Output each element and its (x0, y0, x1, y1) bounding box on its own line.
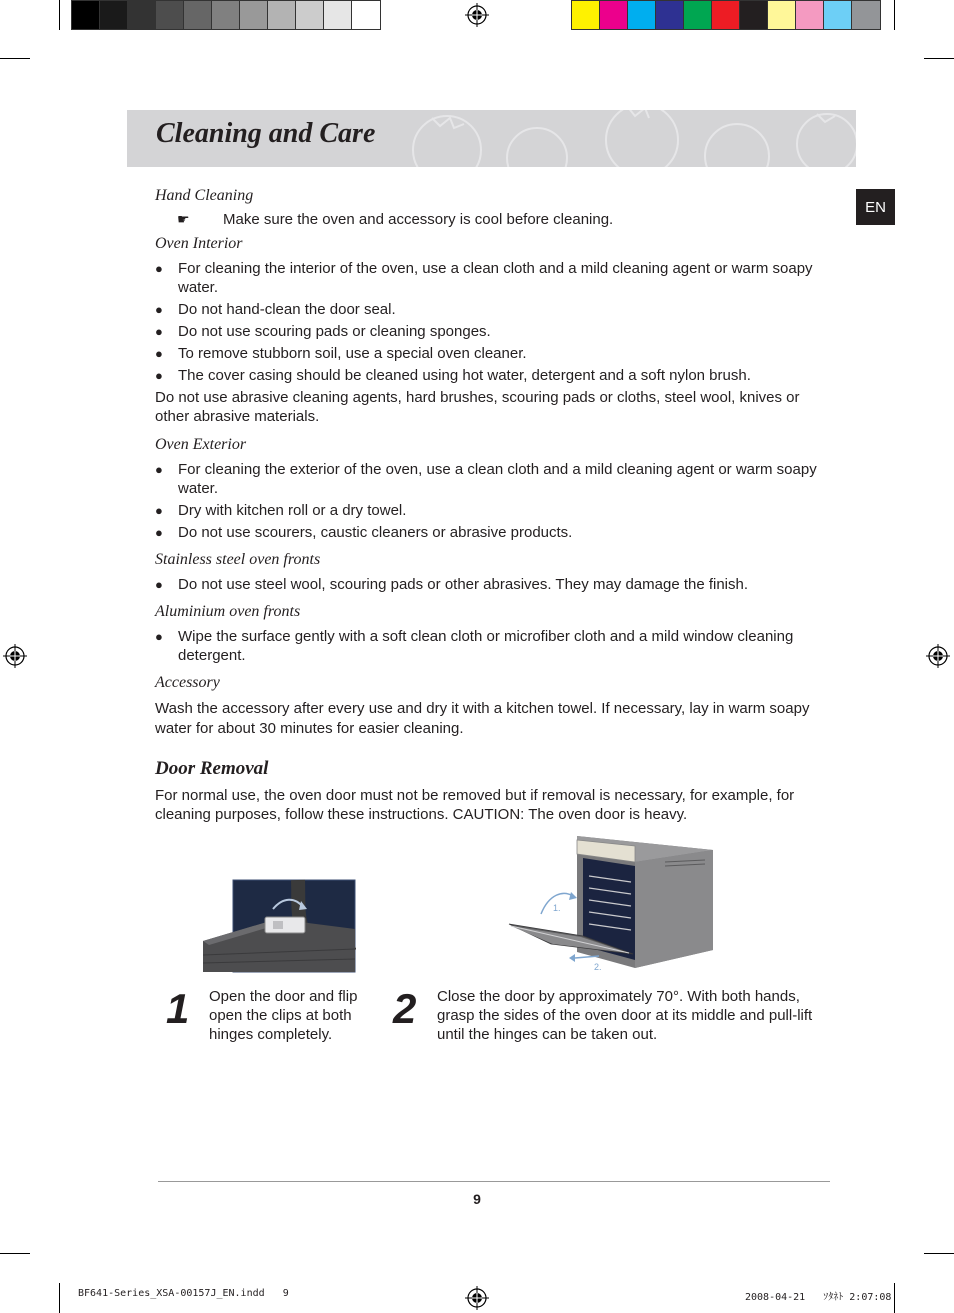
note-text: Make sure the oven and accessory is cool before cleaning. (223, 211, 614, 228)
list-item: ● To remove stubborn soil, use a special oven cleaner. (155, 345, 527, 362)
list-item: ● The cover casing should be cleaned using hot water, detergent and a soft nylon brush. (155, 367, 751, 384)
bullet-icon: ● (155, 302, 163, 317)
pointing-hand-icon: ☛ (177, 211, 190, 227)
bullet-icon: ● (155, 629, 163, 644)
step-number: 2 (393, 985, 417, 1032)
list-item: ● Dry with kitchen roll or a dry towel. (155, 502, 407, 519)
bullet-icon: ● (155, 525, 163, 540)
color-swatch (740, 1, 768, 29)
list-item: ● Do not hand-clean the door seal. (155, 301, 396, 318)
oven-door-illustration (505, 832, 717, 974)
list-item: ● For cleaning the exterior of the oven, use a clean cloth and a mild cleaning agent or warm soapy water. (155, 461, 817, 497)
color-swatch (212, 1, 240, 29)
color-swatch (684, 1, 712, 29)
date-slug: 2008-04-21 ｿﾀﾈﾄ 2:07:08 (745, 1292, 892, 1303)
section-label-aluminium-fronts: Aluminium oven fronts (155, 603, 301, 620)
color-swatch (324, 1, 352, 29)
crop-mark (894, 0, 895, 30)
section-label-accessory: Accessory (155, 674, 220, 691)
grayscale-color-bar (71, 0, 381, 30)
list-item: ● Do not use scourers, caustic cleaners or abrasive products. (155, 524, 573, 541)
color-swatch (768, 1, 796, 29)
crop-mark (894, 1283, 895, 1313)
color-swatch (156, 1, 184, 29)
cleaning-content (155, 186, 831, 739)
crop-mark (59, 1283, 60, 1313)
color-swatch (352, 1, 380, 29)
illustration-label: 1. (553, 903, 561, 913)
bullet-icon: ● (155, 503, 163, 518)
color-swatch (296, 1, 324, 29)
section-label-stainless-fronts: Stainless steel oven fronts (155, 551, 321, 568)
page-title: Cleaning and Care (156, 118, 376, 149)
color-swatch (852, 1, 880, 29)
crop-mark (924, 58, 954, 59)
step-number: 1 (166, 985, 190, 1032)
registration-mark-icon (465, 3, 489, 27)
registration-mark-icon (3, 644, 27, 668)
note-row (155, 210, 831, 229)
crop-mark (0, 1253, 30, 1254)
crop-mark (59, 0, 60, 30)
list-item: ● Wipe the surface gently with a soft clean cloth or microfiber cloth and a mild window cleaning detergent. (155, 628, 794, 664)
color-swatch (824, 1, 852, 29)
color-swatch (600, 1, 628, 29)
color-swatch (184, 1, 212, 29)
crop-mark (924, 1253, 954, 1254)
accessory-text: Wash the accessory after every use and dry it with a kitchen towel. If necessary, lay in warm soapy water for about 30 minutes for easier cleaning. (155, 700, 810, 737)
color-swatch (240, 1, 268, 29)
color-swatch (100, 1, 128, 29)
interior-warning: Do not use abrasive cleaning agents, hard brushes, scouring pads or cloths, steel wool, knives or other abrasive materials. (155, 389, 800, 425)
oven-interior-list (155, 259, 831, 385)
section-label-oven-exterior: Oven Exterior (155, 436, 247, 453)
bullet-icon: ● (155, 346, 163, 361)
door-removal-title: Door Removal (155, 758, 269, 779)
file-slug: BF641-Series_XSA-00157J_EN.indd 9 (78, 1288, 289, 1299)
language-tab: EN (856, 189, 895, 225)
hinge-clip-illustration (203, 879, 356, 973)
door-removal-intro: For normal use, the oven door must not be removed but if removal is necessary, for example, for cleaning purposes, follow these instructions. CAUTION: The oven door is heavy. (155, 787, 795, 823)
illustration-label: 2. (594, 962, 602, 972)
crop-mark (0, 58, 30, 59)
oven-exterior-list (155, 460, 831, 542)
footer-rule (158, 1181, 830, 1182)
header-band (127, 110, 856, 167)
color-swatch (268, 1, 296, 29)
color-swatch (656, 1, 684, 29)
list-item: ● For cleaning the interior of the oven, use a clean cloth and a mild cleaning agent or warm soapy water. (155, 260, 813, 296)
registration-mark-icon (926, 644, 950, 668)
bullet-icon: ● (155, 462, 163, 477)
step-text: Open the door and flip open the clips at both hinges completely. (209, 988, 358, 1043)
page-number: 9 (473, 1191, 481, 1207)
section-label-hand-cleaning: Hand Cleaning (155, 187, 254, 204)
color-swatch (796, 1, 824, 29)
bullet-icon: ● (155, 577, 163, 592)
color-swatch (628, 1, 656, 29)
bullet-icon: ● (155, 261, 163, 276)
step-text: Close the door by approximately 70°. With both hands, grasp the sides of the oven door at its middle and pull-lift until the hinges can be taken out. (437, 988, 813, 1043)
aluminium-fronts-list (155, 627, 831, 665)
section-label-oven-interior: Oven Interior (155, 235, 243, 252)
process-color-bar (571, 0, 881, 30)
color-swatch (128, 1, 156, 29)
color-swatch (572, 1, 600, 29)
list-item: ● Do not use steel wool, scouring pads or other abrasives. They may damage the finish. (155, 576, 749, 593)
color-swatch (712, 1, 740, 29)
stainless-fronts-list (155, 575, 831, 594)
list-item: ● Do not use scouring pads or cleaning sponges. (155, 323, 491, 340)
registration-mark-icon (465, 1286, 489, 1310)
color-swatch (72, 1, 100, 29)
bullet-icon: ● (155, 368, 163, 383)
bullet-icon: ● (155, 324, 163, 339)
